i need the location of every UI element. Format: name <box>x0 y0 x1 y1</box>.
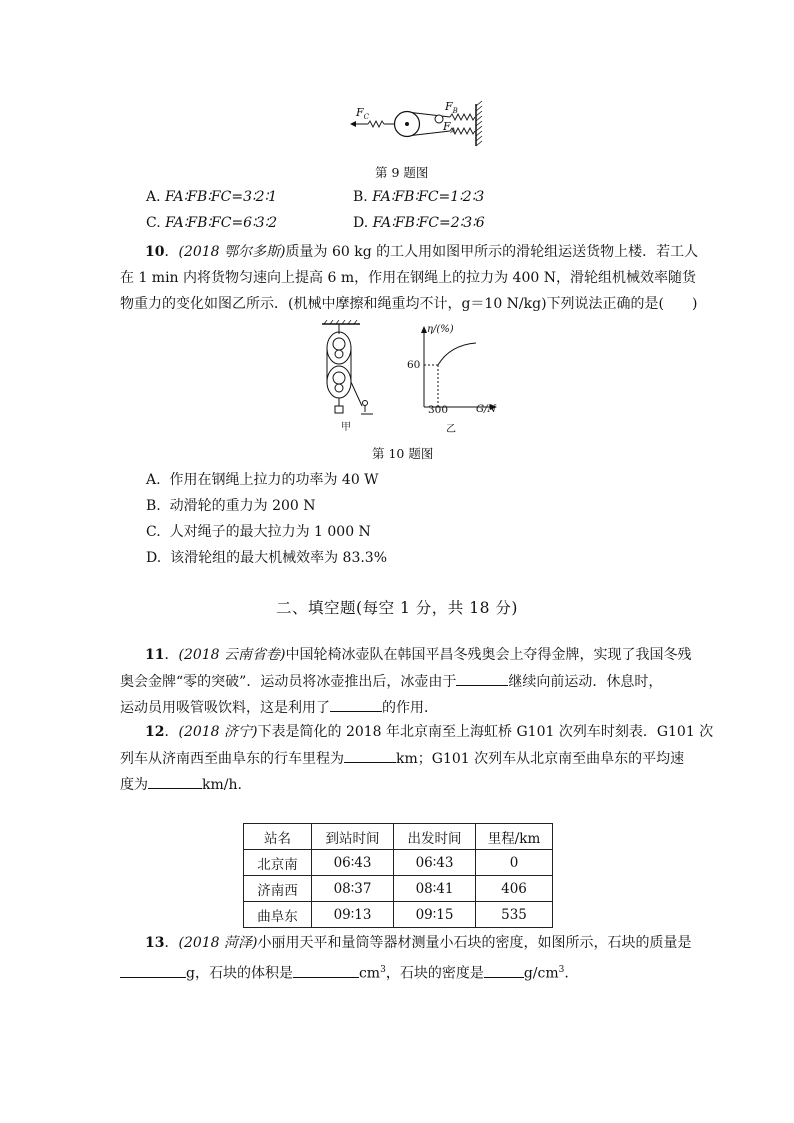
q12-blank-2[interactable] <box>148 774 202 789</box>
q13-blank-volume[interactable] <box>293 963 359 978</box>
table-cell: 09∶15 <box>394 902 476 928</box>
table-row <box>244 850 553 876</box>
q9-option-c: C. FA∶FB∶FC=6∶3∶2 <box>146 215 278 231</box>
q9-label-fb: $F_B$ <box>445 100 458 116</box>
q9-pulley-figure <box>350 100 490 150</box>
table-cell: 曲阜东 <box>244 902 312 928</box>
q9-option-d: D. FA∶FB∶FC=2∶3∶6 <box>353 215 485 231</box>
table-cell: 济南西 <box>244 876 312 902</box>
q10-option-a: A. 作用在钢绳上拉力的功率为 40 W <box>146 472 379 488</box>
table-cell: 北京南 <box>244 850 312 876</box>
table-header-row <box>244 824 553 850</box>
table-row <box>244 902 553 928</box>
q12-timetable <box>243 823 553 928</box>
q10-graph-yvalue: 60 <box>407 359 421 371</box>
q10-line1: 10．(2018 鄂尔多斯)质量为 60 kg 的工人用如图甲所示的滑轮组运送货物上楼．若工人 <box>145 244 699 260</box>
q10-option-b: B. 动滑轮的重力为 200 N <box>146 498 316 514</box>
table-header-cell: 里程/km <box>476 824 553 850</box>
table-cell: 535 <box>476 902 553 928</box>
table-cell: 08∶41 <box>394 876 476 902</box>
q10-graph-ylabel: η/(%) <box>427 324 454 335</box>
q12-blank-1[interactable] <box>344 748 396 763</box>
q10-fig-jia-label: 甲 <box>341 422 351 433</box>
q11-line1: 11．(2018 云南省卷)中国轮椅冰壶队在韩国平昌冬残奥会上夺得金牌，实现了我国冬残 <box>145 647 692 663</box>
table-cell: 0 <box>476 850 553 876</box>
q12-line3: 度为 km/h. <box>120 774 242 795</box>
q13-line2: g，石块的体积是 $cm^3$，石块的密度是 $g/cm^3$. <box>120 960 569 984</box>
table-header-cell: 出发时间 <box>394 824 476 850</box>
section-title: 二、填空题(每空 1 分，共 18 分) <box>276 599 518 617</box>
q10-fig-yi-label: 乙 <box>446 424 456 435</box>
q11-blank-1[interactable] <box>456 671 508 686</box>
q9-option-a: A. FA∶FB∶FC=3∶2∶1 <box>146 189 278 205</box>
q10-figure-caption: 第 10 题图 <box>372 446 434 461</box>
q10-option-c: C. 人对绳子的最大拉力为 1 000 N <box>146 524 371 540</box>
q9-option-b: B. FA∶FB∶FC=1∶2∶3 <box>353 189 485 205</box>
table-cell: 09∶13 <box>312 902 394 928</box>
q13-blank-density[interactable] <box>484 963 524 978</box>
q13-line1: 13．(2018 菏泽)小丽用天平和量筒等器材测量小石块的密度，如图所示，石块的质量是 <box>145 935 692 951</box>
q9-label-fc: $F_C$ <box>356 106 369 122</box>
q12-line2: 列车从济南西至曲阜东的行车里程为 km；G101 次列车从北京南至曲阜东的平均速 <box>120 748 684 769</box>
q10-line3: 物重力的变化如图乙所示．(机械中摩擦和绳重均不计，g＝10 N/kg)下列说法正确的是( ) <box>120 296 698 312</box>
q9-figure-caption: 第 9 题图 <box>375 165 429 180</box>
q10-line2: 在 1 min 内将货物匀速向上提高 6 m，作用在钢绳上的拉力为 400 N，滑轮组机械效率随货 <box>120 270 696 286</box>
table-header-cell: 到站时间 <box>312 824 394 850</box>
q10-graph-xvalue: 300 <box>428 404 449 416</box>
q11-line3: 运动员用吸管吸饮料，这是利用了 的作用． <box>120 697 438 718</box>
q11-line2: 奥会金牌“零的突破”．运动员将冰壶推出后，冰壶由于 继续向前运动．休息时， <box>120 671 662 692</box>
table-cell: 08∶37 <box>312 876 394 902</box>
table-cell: 06∶43 <box>394 850 476 876</box>
q11-blank-2[interactable] <box>330 697 382 712</box>
q10-figure-jia <box>318 320 378 420</box>
q13-blank-mass[interactable] <box>120 963 186 978</box>
table-row <box>244 876 553 902</box>
table-cell: 406 <box>476 876 553 902</box>
table-header-cell: 站名 <box>244 824 312 850</box>
q10-option-d: D. 该滑轮组的最大机械效率为 83.3% <box>146 550 388 566</box>
q10-graph-xlabel: G/N <box>476 404 497 415</box>
table-cell: 06∶43 <box>312 850 394 876</box>
q9-label-fa: $F_A$ <box>443 120 456 136</box>
q12-line1: 12．(2018 济宁)下表是简化的 2018 年北京南至上海虹桥 G101 次列车时刻表．G101 次 <box>145 724 714 740</box>
